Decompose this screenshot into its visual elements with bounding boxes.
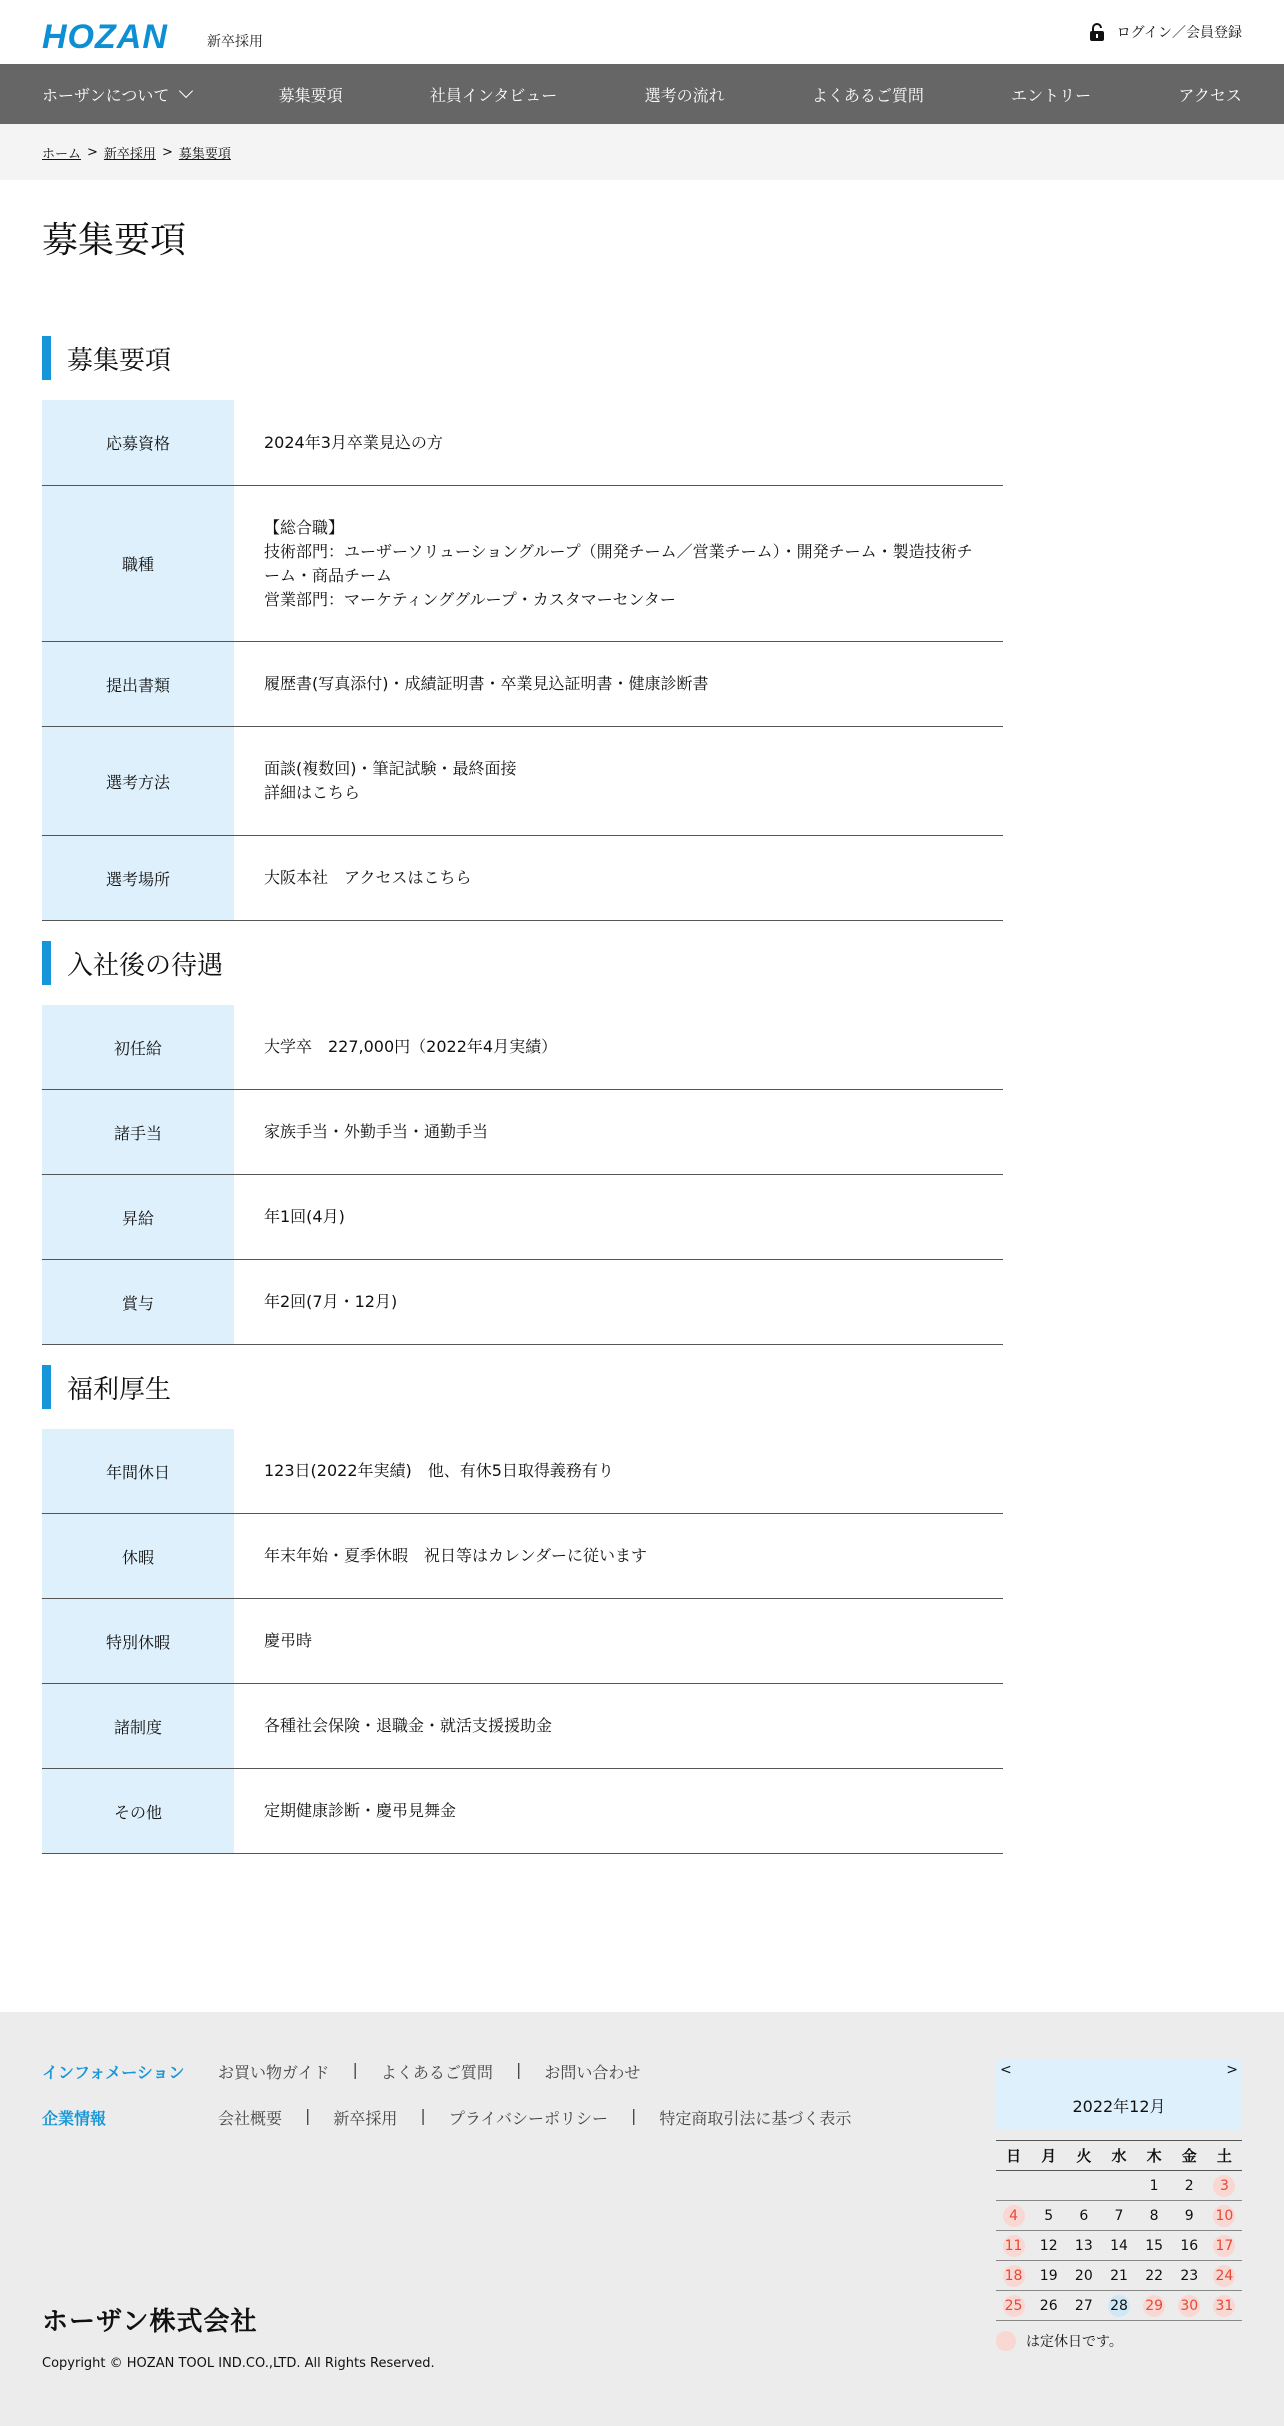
info-table	[42, 400, 1003, 921]
row-value	[234, 836, 1003, 920]
row-value	[234, 1599, 1003, 1683]
calendar-day-cell	[1101, 2291, 1136, 2321]
calendar-next-button[interactable]: >	[1226, 2062, 1238, 2078]
calendar-day: 13	[1074, 2237, 1093, 2254]
row-label: その他	[42, 1769, 234, 1853]
global-nav	[0, 64, 1284, 124]
calendar-header	[996, 2060, 1242, 2130]
calendar-day	[1038, 2173, 1060, 2195]
footer-separator: |	[631, 2106, 637, 2125]
calendar-day: 15	[1145, 2237, 1164, 2254]
calendar-day-cell	[1101, 2201, 1136, 2231]
row-label: 年間休日	[42, 1429, 234, 1513]
table-row	[42, 1005, 1003, 1090]
row-label: 初任給	[42, 1005, 234, 1089]
calendar-day: 14	[1110, 2237, 1128, 2254]
row-value-line: 家族手当・外勤手当・通勤手当	[264, 1122, 489, 1141]
calendar-day-cell	[1031, 2261, 1066, 2291]
row-value	[234, 1260, 1003, 1344]
nav-item-about[interactable]	[42, 83, 191, 106]
footer-separator: |	[515, 2060, 522, 2079]
calendar-day: 16	[1180, 2237, 1199, 2254]
row-value	[234, 400, 1003, 485]
calendar-weekday: 土	[1207, 2141, 1242, 2171]
footer-link-privacy[interactable]: プライバシーポリシー	[448, 2109, 609, 2128]
calendar-day: 11	[1003, 2235, 1025, 2257]
holiday-calendar	[996, 2060, 1242, 2351]
footer-link-faq[interactable]: よくあるご質問	[380, 2063, 493, 2082]
breadcrumb-separator: >	[161, 144, 173, 160]
table-row	[42, 1769, 1003, 1854]
calendar-day-cell	[1066, 2231, 1101, 2261]
calendar-day: 6	[1079, 2207, 1089, 2224]
calendar-day: 9	[1184, 2207, 1194, 2224]
row-label: 賞与	[42, 1260, 234, 1344]
row-value	[234, 1769, 1003, 1853]
calendar-day: 5	[1044, 2207, 1054, 2224]
row-value-line: 【総合職】	[264, 517, 345, 537]
login-label: ログイン／会員登録	[1116, 25, 1242, 41]
table-row	[42, 400, 1003, 486]
row-value-line: 履歴書(写真添付)・成績証明書・卒業見込証明書・健康診断書	[264, 674, 709, 693]
calendar-day-cell	[1172, 2201, 1207, 2231]
calendar-day: 21	[1110, 2267, 1128, 2284]
calendar-day: 17	[1213, 2235, 1235, 2257]
row-label: 職種	[42, 486, 234, 641]
calendar-day: 12	[1039, 2237, 1058, 2254]
calendar-day-cell	[1031, 2201, 1066, 2231]
calendar-day: 3	[1213, 2175, 1235, 2197]
section-title: 入社後の待遇	[42, 941, 1003, 985]
calendar-day: 26	[1039, 2297, 1058, 2314]
calendar-week-row	[996, 2231, 1242, 2261]
calendar-weekday: 日	[996, 2141, 1031, 2171]
calendar-weekday-row	[996, 2141, 1242, 2171]
row-label: 特別休暇	[42, 1599, 234, 1683]
calendar-day-cell	[1137, 2261, 1172, 2291]
calendar-day-cell	[1172, 2231, 1207, 2261]
row-value	[234, 1684, 1003, 1768]
calendar-day: 7	[1114, 2207, 1124, 2224]
calendar-weekday: 月	[1031, 2141, 1066, 2171]
page-title: 募集要項	[42, 220, 187, 261]
row-value-line: 年2回(7月・12月)	[264, 1292, 398, 1311]
calendar-day-cell	[1031, 2231, 1066, 2261]
row-value-line: 営業部門：マーケティンググループ・カスタマーセンター	[264, 589, 676, 609]
calendar-day: 22	[1145, 2267, 1164, 2284]
row-value	[234, 1514, 1003, 1598]
breadcrumb-home[interactable]: ホーム	[42, 146, 82, 162]
calendar-day-cell	[1137, 2201, 1172, 2231]
calendar-day: 18	[1003, 2265, 1025, 2287]
calendar-day	[1073, 2173, 1095, 2195]
nav-item-selection-flow[interactable]: 選考の流れ	[644, 85, 725, 105]
copyright: Copyright © HOZAN TOOL IND.CO.,LTD. All Rights Reserved.	[42, 2356, 435, 2371]
nav-item-faq[interactable]: よくあるご質問	[811, 85, 924, 105]
site-footer	[0, 2012, 1284, 2426]
calendar-legend-text: は定休日です。	[1026, 2334, 1123, 2350]
calendar-week-row	[996, 2201, 1242, 2231]
calendar-weekday: 木	[1137, 2141, 1172, 2171]
row-value-line: 年1回(4月)	[264, 1207, 345, 1226]
calendar-day: 20	[1074, 2267, 1093, 2284]
footer-link-contact[interactable]: お問い合わせ	[544, 2063, 641, 2082]
row-value	[234, 727, 1003, 835]
row-value-line: 各種社会保険・退職金・就活支援援助金	[264, 1716, 553, 1735]
calendar-grid	[996, 2140, 1242, 2321]
row-value-line: 2024年3月卒業見込の方	[264, 432, 443, 452]
row-value	[234, 486, 1003, 641]
row-label: 選考場所	[42, 836, 234, 920]
info-table	[42, 1429, 1003, 1854]
lock-icon	[1089, 22, 1105, 42]
calendar-day: 19	[1039, 2267, 1058, 2284]
row-label: 提出書類	[42, 642, 234, 726]
table-row	[42, 1514, 1003, 1599]
calendar-week-row	[996, 2291, 1242, 2321]
section-title: 募集要項	[42, 336, 1003, 380]
row-label: 昇給	[42, 1175, 234, 1259]
calendar-day: 27	[1074, 2297, 1093, 2314]
row-label: 応募資格	[42, 400, 234, 485]
calendar-day: 31	[1213, 2295, 1235, 2317]
calendar-legend	[996, 2331, 1242, 2351]
table-row	[42, 836, 1003, 921]
calendar-week-row	[996, 2261, 1242, 2291]
footer-link-tokutei[interactable]: 特定商取引法に基づく表示	[659, 2109, 852, 2128]
calendar-week-row	[996, 2171, 1242, 2201]
calendar-day-cell	[1031, 2291, 1066, 2321]
calendar-day	[1003, 2173, 1025, 2195]
table-row	[42, 1599, 1003, 1684]
calendar-day-cell	[1101, 2231, 1136, 2261]
calendar-weekday: 水	[1101, 2141, 1136, 2171]
calendar-day: 23	[1180, 2267, 1199, 2284]
footer-link-recruit[interactable]: 新卒採用	[333, 2109, 398, 2128]
breadcrumb-current[interactable]: 募集要項	[178, 146, 231, 162]
calendar-day-cell	[996, 2261, 1031, 2291]
footer-separator: |	[420, 2106, 426, 2125]
row-value-line: 年末年始・夏季休暇 祝日等はカレンダーに従います	[264, 1546, 647, 1565]
calendar-day-cell	[1066, 2171, 1101, 2201]
calendar-day: 30	[1178, 2295, 1200, 2317]
row-value	[234, 642, 1003, 726]
login-link[interactable]	[1089, 22, 1242, 42]
calendar-day-cell	[1207, 2261, 1242, 2291]
calendar-day-cell	[1031, 2171, 1066, 2201]
row-value-line: 慶弔時	[264, 1631, 313, 1650]
row-value	[234, 1090, 1003, 1174]
calendar-day-cell	[1207, 2171, 1242, 2201]
calendar-weekday: 金	[1172, 2141, 1207, 2171]
row-label: 諸手当	[42, 1090, 234, 1174]
main-content	[42, 336, 1003, 1874]
calendar-day: 4	[1003, 2205, 1025, 2227]
row-value-line: 定期健康診断・慶弔見舞金	[264, 1801, 457, 1820]
logo-subtitle: 新卒採用	[207, 34, 263, 50]
holiday-swatch	[996, 2331, 1016, 2351]
calendar-day-cell	[1066, 2261, 1101, 2291]
hozan-logo[interactable]: HOZAN	[42, 18, 168, 56]
calendar-title: 2022年12月	[1072, 2097, 1166, 2116]
company-logo[interactable]: ホーザン株式会社	[42, 2307, 258, 2337]
calendar-day	[1108, 2173, 1130, 2195]
calendar-day: 28	[1108, 2295, 1130, 2317]
calendar-day-cell	[1101, 2171, 1136, 2201]
calendar-day-cell	[1137, 2231, 1172, 2261]
calendar-day-cell	[1137, 2171, 1172, 2201]
table-row	[42, 1175, 1003, 1260]
calendar-day-cell	[1066, 2201, 1101, 2231]
nav-item-requirements[interactable]: 募集要項	[278, 85, 343, 105]
table-row	[42, 1260, 1003, 1345]
footer-separator: |	[352, 2060, 358, 2079]
calendar-day-cell	[1207, 2291, 1242, 2321]
row-label: 選考方法	[42, 727, 234, 835]
site-header	[0, 0, 1284, 64]
access-link[interactable]: 大阪本社 アクセスはこちら	[264, 868, 472, 887]
calendar-day: 24	[1213, 2265, 1235, 2287]
row-value-line: 面談(複数回)・筆記試験・最終面接	[264, 759, 517, 778]
calendar-day-cell	[1137, 2291, 1172, 2321]
chevron-down-icon	[179, 84, 193, 98]
calendar-day: 1	[1149, 2177, 1159, 2194]
footer-link-shopping-guide[interactable]: お買い物ガイド	[218, 2063, 330, 2082]
row-value-line: 123日(2022年実績) 他、有休5日取得義務有り	[264, 1461, 614, 1480]
nav-item-interview[interactable]: 社員インタビュー	[429, 85, 558, 105]
calendar-day-cell	[996, 2231, 1031, 2261]
footer-separator: |	[305, 2106, 311, 2125]
calendar-day-cell	[1207, 2201, 1242, 2231]
table-row	[42, 1684, 1003, 1769]
footer-corp-label: 企業情報	[42, 2109, 107, 2128]
row-value-line: 技術部門：ユーザーソリューショングループ（開発チーム／営業チーム）・開発チーム・製造技術チーム・商品チーム	[264, 541, 973, 585]
calendar-day-cell	[996, 2201, 1031, 2231]
table-row	[42, 486, 1003, 642]
info-table	[42, 1005, 1003, 1345]
footer-link-company[interactable]: 会社概要	[218, 2109, 283, 2128]
row-value	[234, 1175, 1003, 1259]
breadcrumb	[0, 124, 1284, 180]
row-value-line: 大学卒 227,000円（2022年4月実績）	[264, 1037, 558, 1056]
calendar-prev-button[interactable]: <	[1000, 2062, 1012, 2078]
calendar-weekday: 火	[1066, 2141, 1101, 2171]
calendar-day-cell	[1172, 2171, 1207, 2201]
calendar-day-cell	[1207, 2231, 1242, 2261]
calendar-day: 8	[1149, 2207, 1159, 2224]
breadcrumb-separator: >	[87, 144, 98, 160]
calendar-day-cell	[1101, 2261, 1136, 2291]
calendar-day: 25	[1003, 2295, 1025, 2317]
calendar-day: 2	[1184, 2177, 1194, 2194]
row-label: 休暇	[42, 1514, 234, 1598]
row-value	[234, 1429, 1003, 1513]
footer-info-row	[42, 2060, 640, 2083]
nav-item-access[interactable]: アクセス	[1178, 85, 1242, 105]
nav-item-entry[interactable]: エントリー	[1011, 85, 1092, 105]
row-value	[234, 1005, 1003, 1089]
table-row	[42, 1090, 1003, 1175]
calendar-day-cell	[996, 2171, 1031, 2201]
selection-detail-link[interactable]: 詳細はこちら	[264, 783, 361, 802]
footer-info-label: インフォメーション	[42, 2063, 185, 2082]
calendar-day-cell	[1172, 2261, 1207, 2291]
table-row	[42, 727, 1003, 836]
calendar-day-cell	[996, 2291, 1031, 2321]
section-title: 福利厚生	[42, 1365, 1003, 1409]
row-label: 諸制度	[42, 1684, 234, 1768]
calendar-day-cell	[1172, 2291, 1207, 2321]
calendar-day: 29	[1143, 2295, 1165, 2317]
table-row	[42, 642, 1003, 727]
table-row	[42, 1429, 1003, 1514]
breadcrumb-recruit[interactable]: 新卒採用	[103, 146, 156, 162]
calendar-day: 10	[1213, 2205, 1235, 2227]
calendar-day-cell	[1066, 2291, 1101, 2321]
footer-corp-row	[42, 2106, 851, 2129]
nav-item-label: ホーザンについて	[42, 85, 170, 105]
